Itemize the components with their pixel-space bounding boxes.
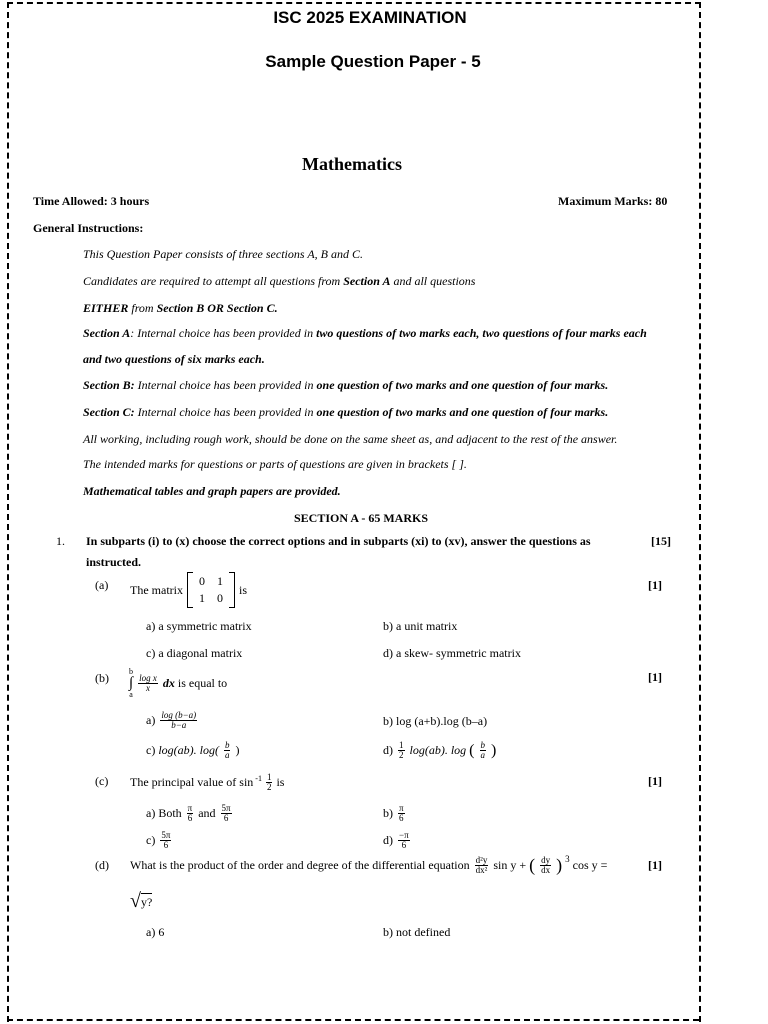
- option-c: c) a diagonal matrix: [146, 646, 243, 660]
- part-label: (d): [95, 858, 109, 872]
- part-marks: [1]: [648, 858, 662, 872]
- option-b: b) not defined: [383, 925, 451, 939]
- maximum-marks: Maximum Marks: 80: [558, 194, 668, 208]
- subject-title: Mathematics: [302, 154, 402, 174]
- time-allowed: Time Allowed: 3 hours: [33, 194, 150, 208]
- exam-title: ISC 2025 EXAMINATION: [273, 8, 467, 27]
- question-text: instructed.: [86, 555, 141, 569]
- question-marks: [15]: [651, 534, 671, 548]
- paper-title: Sample Question Paper - 5: [265, 52, 481, 71]
- instruction-line: and two questions of six marks each.: [83, 352, 265, 366]
- instruction-line: Section C: Internal choice has been provided in one question of two marks and one question of four marks.: [83, 405, 609, 419]
- paper-border-bottom: [7, 1019, 699, 1021]
- instruction-line: Mathematical tables and graph papers are provided.: [83, 484, 341, 498]
- instruction-line: All working, including rough work, should be done on the same sheet as, and adjacent to the rest of the answer.: [83, 432, 618, 446]
- part-marks: [1]: [648, 774, 662, 788]
- option-d: d) $\frac{-\pi}{6}$: [383, 830, 409, 850]
- part-a-stem: The matrix 0 1 1 0 is: [130, 572, 247, 608]
- part-label: (c): [95, 774, 109, 788]
- option-a: a) $\frac{\log (b-a)}{b-a}$: [146, 710, 197, 730]
- question-text: In subparts (i) to (x) choose the correct options and in subparts (xi) to (xv), answer the questions as: [86, 534, 591, 548]
- option-b: b) $\frac{\pi}{6}$: [383, 803, 404, 823]
- integrand: $\frac{\text{log x}}{x}$: [139, 673, 157, 693]
- part-d-stem-cont: √ y?: [130, 890, 153, 912]
- option-a: a) a symmetric matrix: [146, 619, 252, 633]
- part-label: (a): [95, 578, 109, 592]
- integral-sign: b ∫ a: [129, 667, 134, 699]
- part-c-stem: The principal value of sin $^{-1}$ $\frac{1}{2}$ is: [130, 772, 285, 792]
- matrix: 0 1 1 0: [187, 572, 235, 608]
- instruction-line: This Question Paper consists of three sections A, B and C.: [83, 247, 363, 261]
- part-d-stem: What is the product of the order and degree of the differential equation $\frac{\text{d²y}}{\text{dx²}}$ sin y + ( $\frac{dy}{dx}$ ) $^3$ cos y =: [130, 853, 608, 875]
- instruction-line: Section A: Internal choice has been provided in two questions of two marks each, two questions of four marks each: [83, 326, 647, 340]
- instruction-line: EITHER from Section B OR Section C.: [83, 301, 278, 315]
- option-d: d) a skew- symmetric matrix: [383, 646, 521, 660]
- part-marks: [1]: [648, 578, 662, 592]
- option-a: a) 6: [146, 925, 165, 939]
- general-instructions-label: General Instructions:: [33, 221, 144, 235]
- instruction-line: Candidates are required to attempt all questions from Section A and all questions: [83, 274, 476, 288]
- part-marks: [1]: [648, 670, 662, 684]
- option-c: c) log(ab). log( $\frac{b}{a}$ ): [146, 740, 240, 760]
- option-b: b) log (a+b).log (b–a): [383, 714, 488, 728]
- section-a-heading: SECTION A - 65 MARKS: [293, 511, 429, 525]
- part-label: (b): [95, 671, 109, 685]
- instruction-line: Section B: Internal choice has been provided in one question of two marks and one question of four marks.: [83, 378, 609, 392]
- part-b-stem: b ∫ a $\frac{\text{log x}}{x}$ dx is equal to: [129, 667, 228, 699]
- option-b: b) a unit matrix: [383, 619, 458, 633]
- option-d: d) $\frac{1}{2}$ log(ab). log ( $\frac{b}{a}$ ): [383, 740, 497, 760]
- instruction-line: The intended marks for questions or parts of questions are given in brackets [ ].: [83, 457, 467, 471]
- option-a: a) Both $\frac{\pi}{6}$ and $\frac{5\pi}{6}$: [146, 803, 231, 823]
- option-c: c) $\frac{5\pi}{6}$: [146, 830, 171, 850]
- question-number: 1.: [56, 534, 65, 548]
